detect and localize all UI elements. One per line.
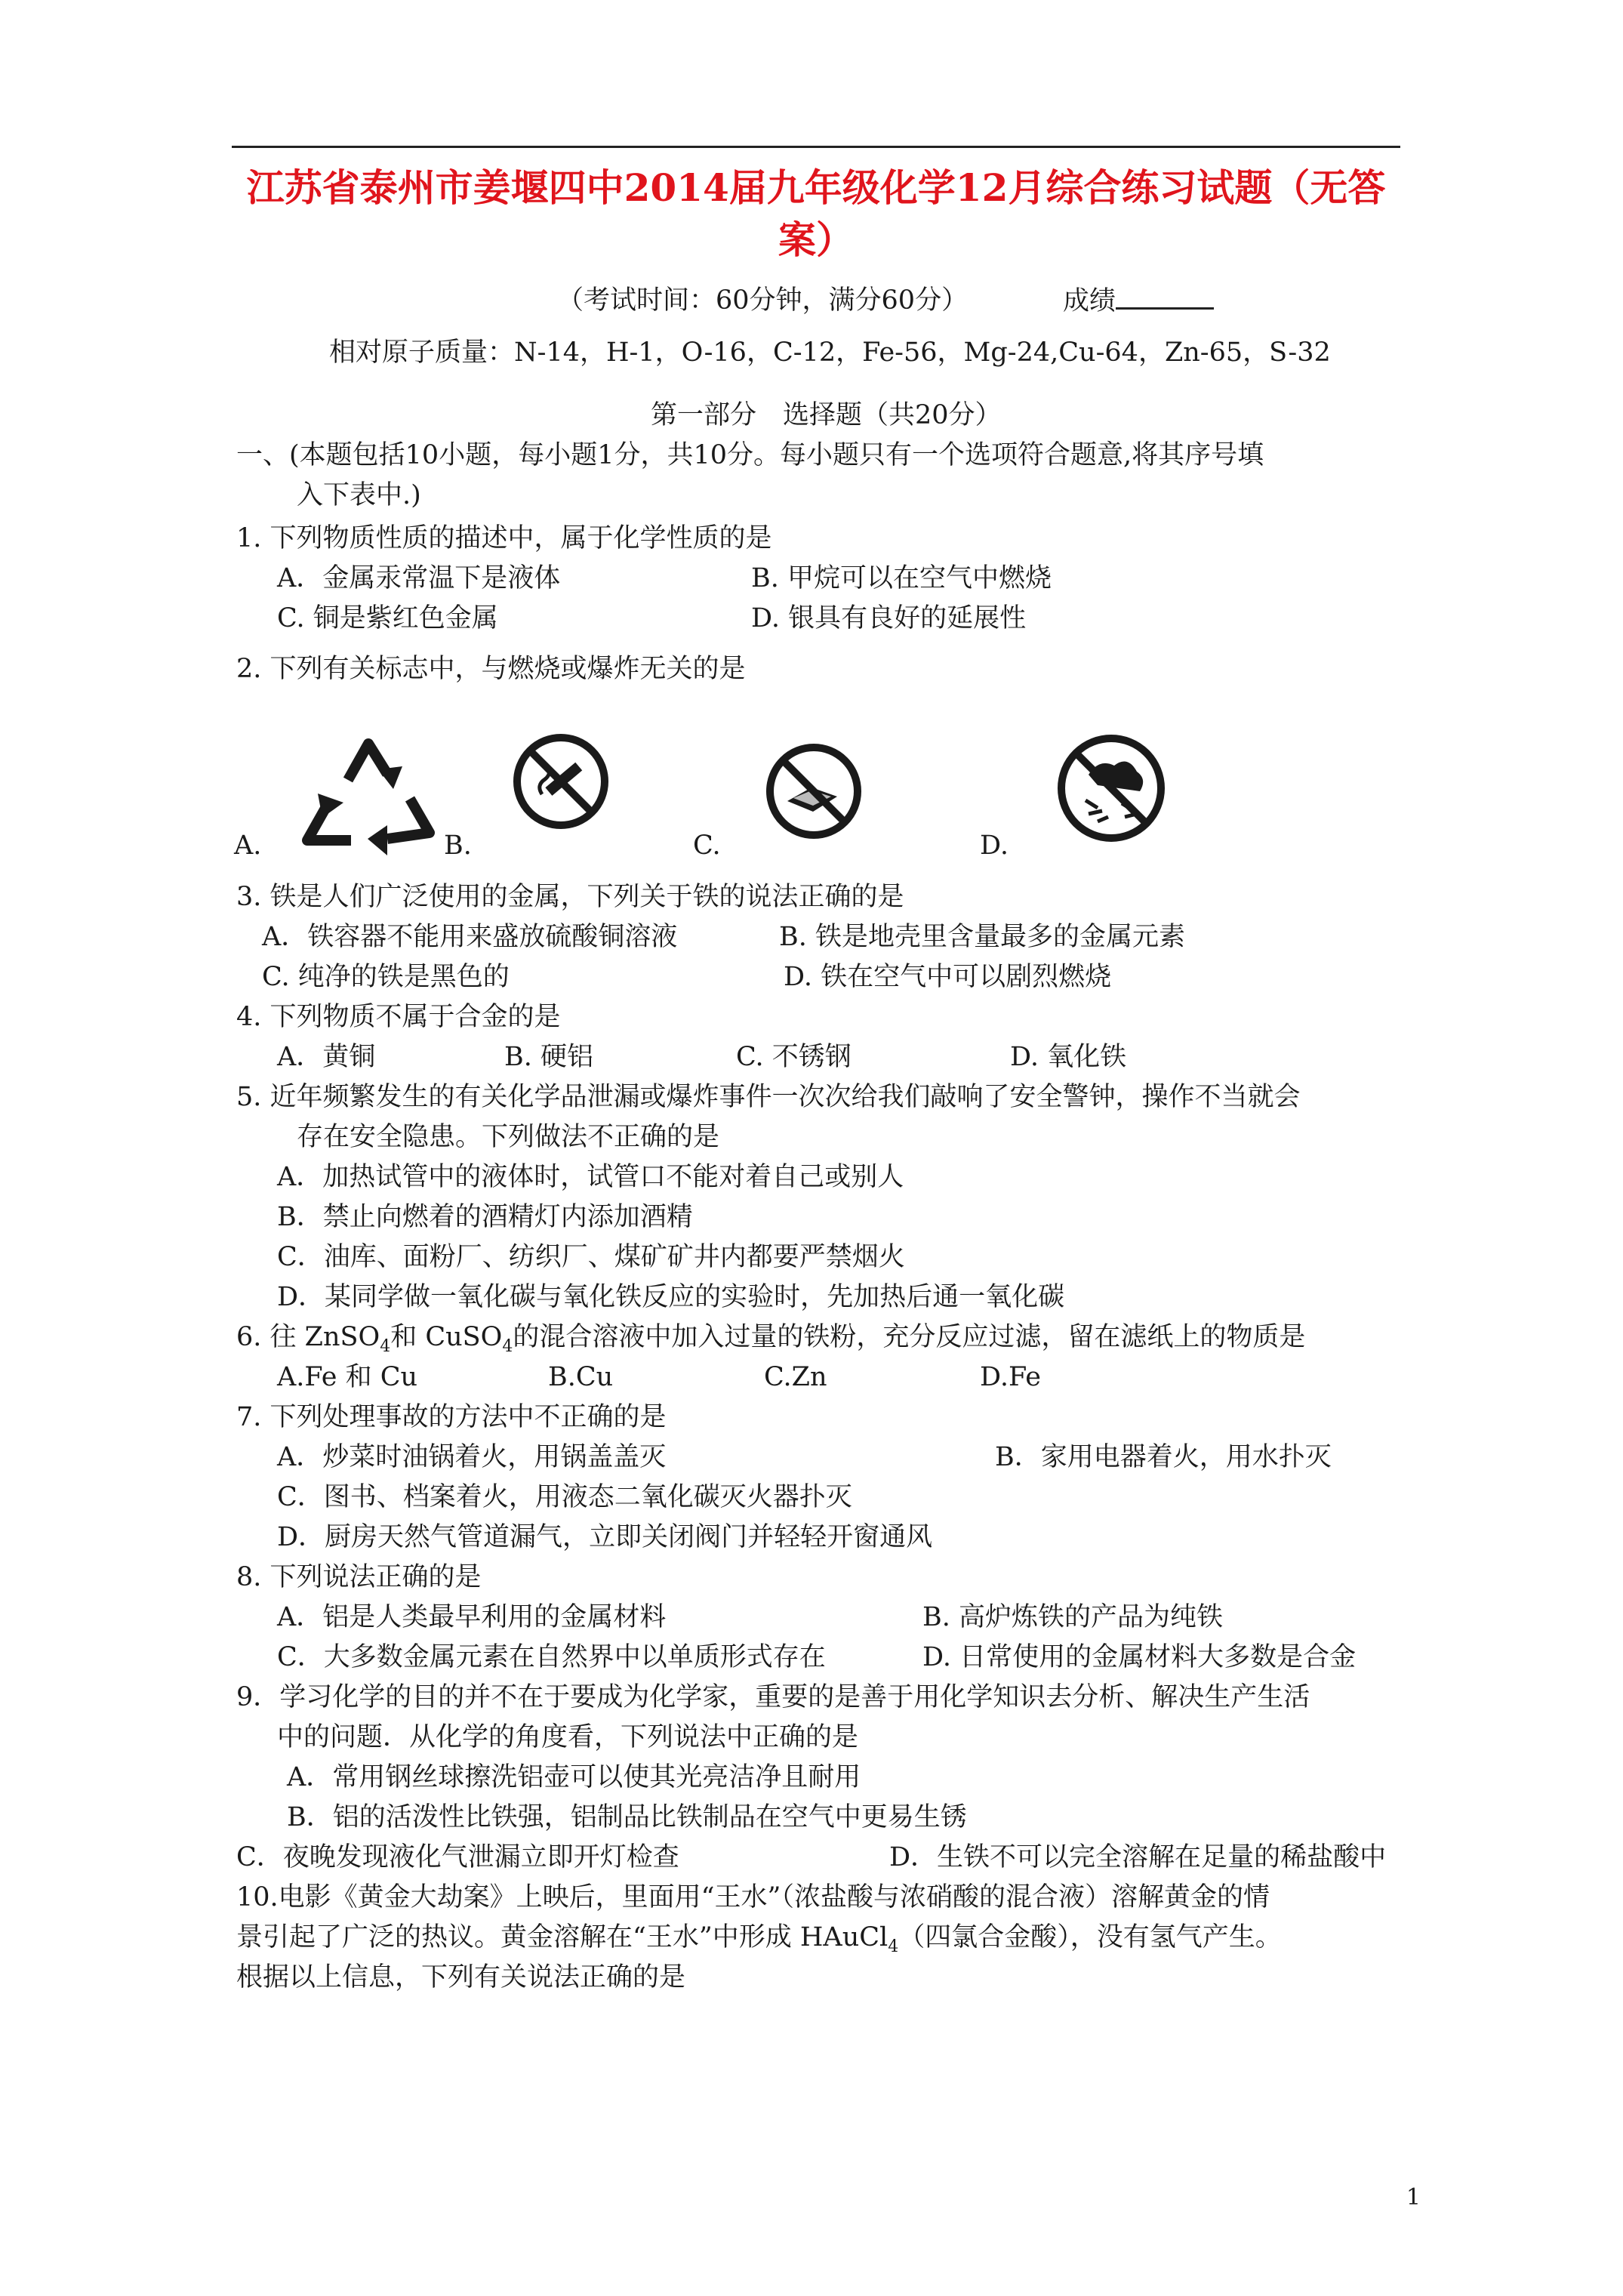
- q5-option-d: D．某同学做一氧化碳与氧化铁反应的实验时，先加热后通一氧化碳: [277, 1282, 1065, 1312]
- page-title-line1: 江苏省泰州市姜堰四中2014届九年级化学12月综合练习试题（无答: [246, 165, 1386, 210]
- q8-stem: 8. 下列说法正确的是: [236, 1562, 482, 1592]
- q5-option-c: C．油库、面粉厂、纺织厂、煤矿矿井内都要严禁烟火: [277, 1242, 905, 1272]
- q8-option-c: C．大多数金属元素在自然界中以单质形式存在: [277, 1642, 826, 1672]
- no-explosives-sign-icon: [1055, 732, 1167, 844]
- part1-instruction-line2: 入下表中.): [297, 480, 421, 510]
- q4-option-c: C. 不锈钢: [736, 1042, 852, 1072]
- q7-stem: 7. 下列处理事故的方法中不正确的是: [236, 1402, 667, 1432]
- q1-option-a: A．金属汞常温下是液体: [277, 563, 561, 593]
- q10-line1: 10.电影《黄金大劫案》上映后，里面用“王水”（浓盐酸与浓硝酸的混合液）溶解黄金的情: [236, 1882, 1270, 1912]
- page-number: 1: [1406, 2184, 1421, 2211]
- q2-option-a: A.: [234, 831, 262, 861]
- part1-instruction-line1: 一、(本题包括10小题，每小题1分，共10分。每小题只有一个选项符合题意,将其序号填: [236, 440, 1264, 470]
- no-smoking-sign-icon: [512, 732, 610, 831]
- no-flammables-sign-icon: [765, 742, 863, 840]
- q3-stem: 3. 铁是人们广泛使用的金属，下列关于铁的说法正确的是: [236, 882, 904, 912]
- part1-heading: 第一部分 选择题（共20分）: [651, 400, 1002, 430]
- q9-stem-line2: 中的问题．从化学的角度看，下列说法中正确的是: [277, 1722, 859, 1752]
- q8-option-d: D. 日常使用的金属材料大多数是合金: [922, 1642, 1357, 1672]
- recycle-sign-icon: [297, 727, 440, 859]
- score-label: 成绩: [1063, 286, 1116, 316]
- q2-option-d: D.: [980, 831, 1009, 861]
- q8-option-b: B. 高炉炼铁的产品为纯铁: [922, 1602, 1223, 1632]
- q6-option-a: A.Fe 和 Cu: [277, 1362, 418, 1392]
- q9-stem-line1: 9．学习化学的目的并不在于要成为化学家，重要的是善于用化学知识去分析、解决生产生活: [236, 1682, 1310, 1712]
- q9-option-b: B．铝的活泼性比铁强，铝制品比铁制品在空气中更易生锈: [287, 1802, 967, 1832]
- q9-option-a: A．常用钢丝球擦洗铝壶可以使其光亮洁净且耐用: [287, 1762, 861, 1792]
- header-rule: [232, 146, 1400, 148]
- score-field: [1063, 282, 1214, 320]
- q5-option-a: A．加热试管中的液体时，试管口不能对着自己或别人: [277, 1162, 904, 1192]
- q3-option-a: A．铁容器不能用来盛放硫酸铜溶液: [262, 922, 678, 952]
- q3-option-b: B. 铁是地壳里含量最多的金属元素: [779, 922, 1185, 952]
- q7-option-b: B．家用电器着火，用水扑灭: [995, 1442, 1332, 1472]
- q9-option-d: D．生铁不可以完全溶解在足量的稀盐酸中: [889, 1842, 1387, 1872]
- q2-option-c: C.: [693, 831, 721, 861]
- q10-line3: 根据以上信息，下列有关说法正确的是: [236, 1962, 686, 1992]
- q5-stem-line1: 5. 近年频繁发生的有关化学品泄漏或爆炸事件一次次给我们敲响了安全警钟，操作不当就会: [236, 1082, 1301, 1112]
- q3-option-c: C. 纯净的铁是黑色的: [262, 962, 510, 992]
- q7-option-c: C．图书、档案着火，用液态二氧化碳灭火器扑灭: [277, 1482, 852, 1512]
- q1-option-c: C. 铜是紫红色金属: [277, 603, 498, 633]
- q8-option-a: A．铝是人类最早利用的金属材料: [277, 1602, 667, 1632]
- q1-option-d: D. 银具有良好的延展性: [751, 603, 1027, 633]
- q5-stem-line2: 存在安全隐患。下列做法不正确的是: [297, 1122, 720, 1152]
- q4-option-b: B. 硬铝: [504, 1042, 593, 1072]
- q10-line2: 景引起了广泛的热议。黄金溶解在“王水”中形成 HAuCl$_4$（四氯合金酸），没有氢气产生。: [236, 1922, 1282, 1956]
- q5-option-b: B．禁止向燃着的酒精灯内添加酒精: [277, 1202, 693, 1232]
- q2-option-b: B.: [444, 831, 472, 861]
- q6-stem: 6. 往 ZnSO$_4$和 CuSO$_4$的混合溶液中加入过量的铁粉，充分反应过滤，留在滤纸上的物质是: [236, 1322, 1306, 1356]
- score-blank: [1116, 282, 1214, 310]
- q1-option-b: B. 甲烷可以在空气中燃烧: [751, 563, 1052, 593]
- q2-stem: 2. 下列有关标志中，与燃烧或爆炸无关的是: [236, 654, 746, 684]
- q7-option-a: A．炒菜时油锅着火，用锅盖盖灭: [277, 1442, 667, 1472]
- exam-info: （考试时间：60分钟，满分60分）: [557, 285, 969, 316]
- q7-option-d: D．厨房天然气管道漏气，立即关闭阀门并轻轻开窗通风: [277, 1522, 933, 1552]
- q4-option-d: D. 氧化铁: [1010, 1042, 1127, 1072]
- q9-option-c: C．夜晚发现液化气泄漏立即开灯检查: [236, 1842, 679, 1872]
- q4-option-a: A．黄铜: [277, 1042, 376, 1072]
- q3-option-d: D. 铁在空气中可以剧烈燃烧: [784, 962, 1112, 992]
- q6-option-b: B.Cu: [548, 1362, 614, 1392]
- q6-option-c: C.Zn: [764, 1362, 827, 1392]
- atomic-masses: 相对原子质量：N-14，H-1，O-16，C-12，Fe-56，Mg-24,Cu-64，Zn-65，S-32: [329, 337, 1331, 368]
- q4-stem: 4. 下列物质不属于合金的是: [236, 1002, 561, 1032]
- q1-stem: 1. 下列物质性质的描述中，属于化学性质的是: [236, 523, 772, 553]
- page-title-line2: 案）: [778, 217, 854, 262]
- q6-option-d: D.Fe: [980, 1362, 1042, 1392]
